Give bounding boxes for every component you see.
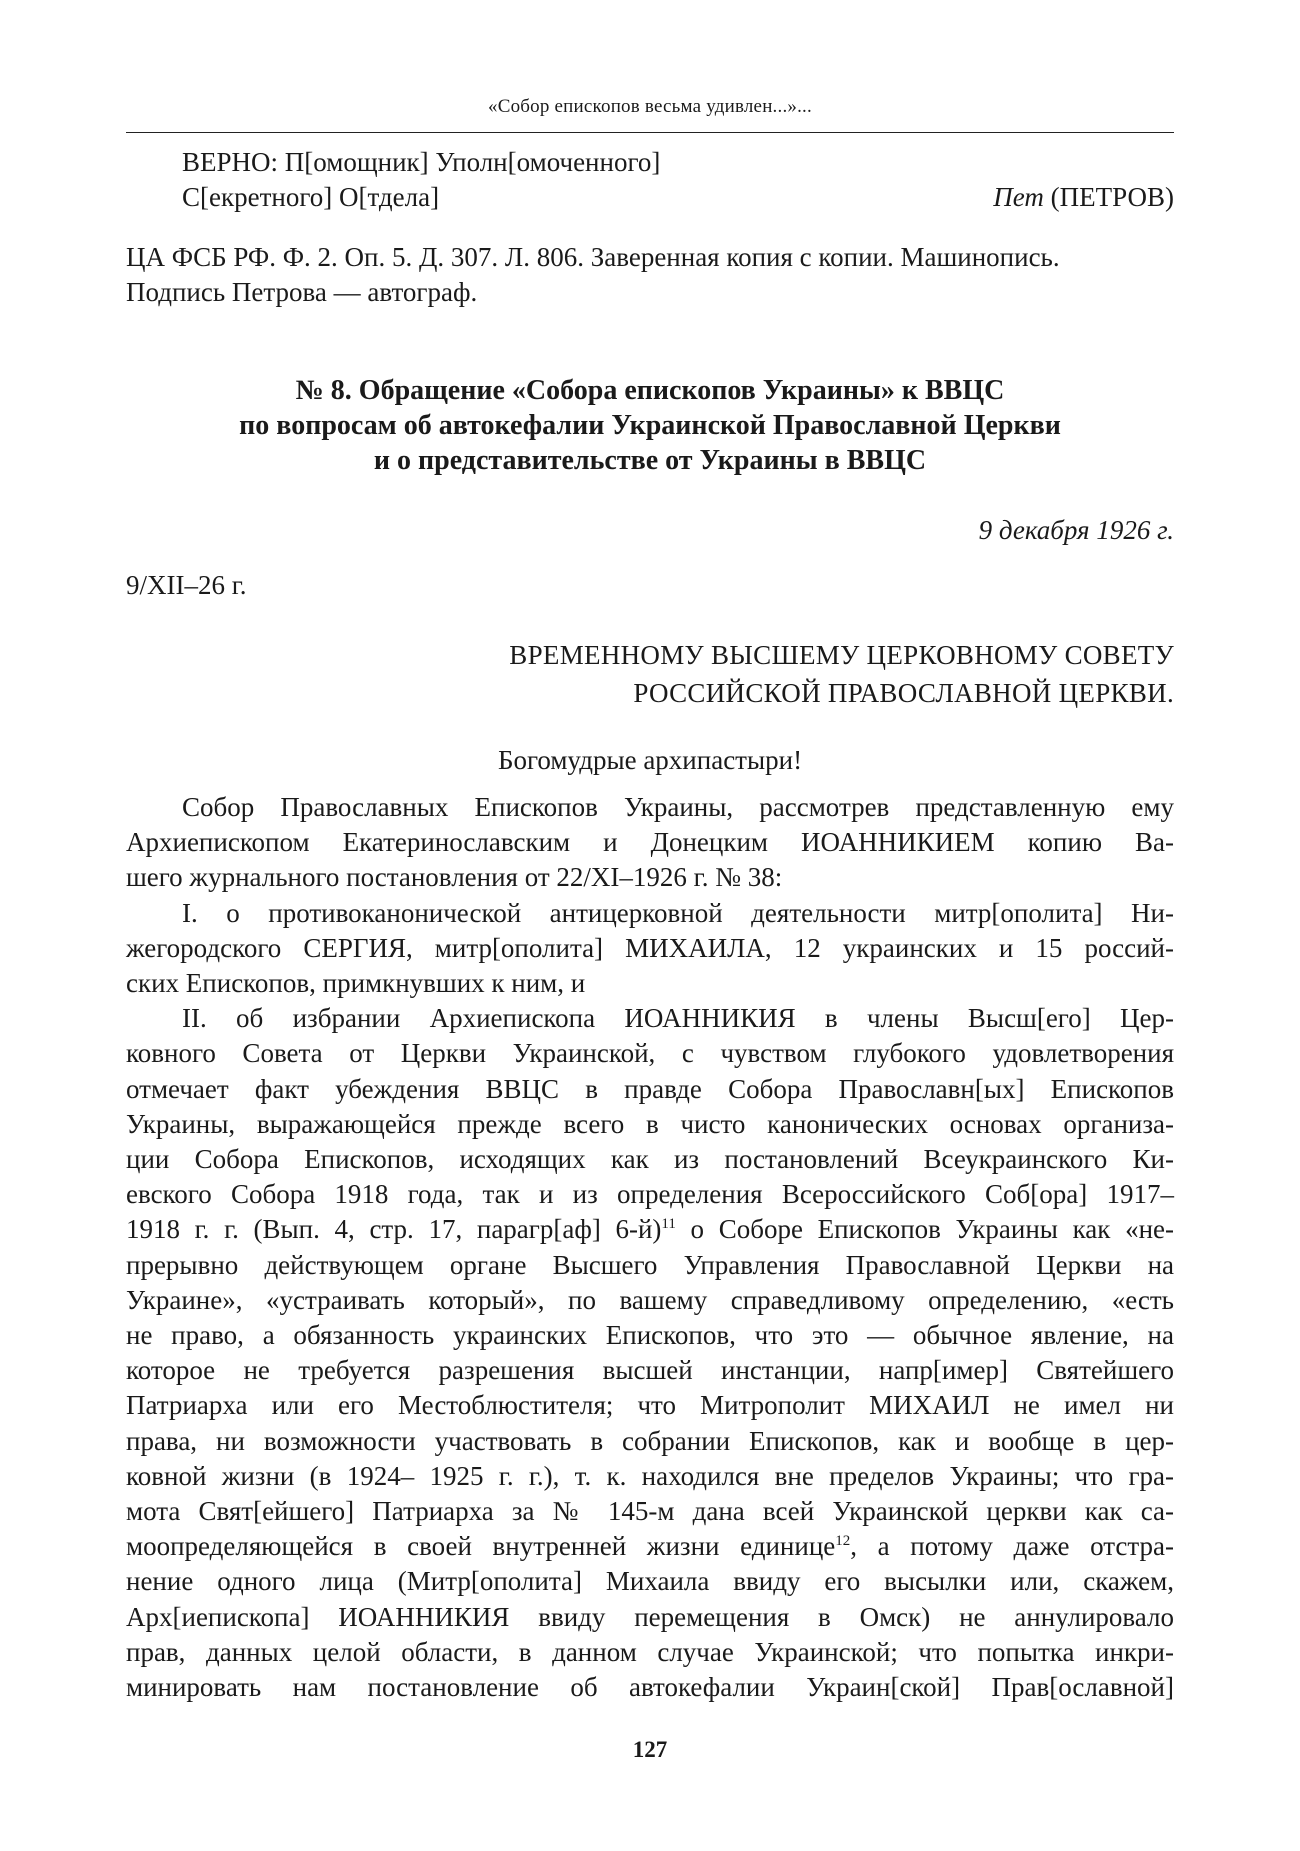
body-line: минировать нам постановление об автокефалии Украин[ской] Прав[ославной] — [126, 1672, 1174, 1703]
body-line-segment: моопределяющейся в своей внутренней жизни единице — [126, 1531, 836, 1562]
body-line: права, ни возможности участвовать в собрании Епископов, как и вообще в цер- — [126, 1425, 1174, 1456]
certification-line-1: ВЕРНО: П[омощник] Уполн[омоченного] — [182, 147, 661, 177]
body-line: ковной жизни (в 1924– 1925 г. г.), т. к. находился вне пределов Украины; что гра- — [126, 1460, 1174, 1491]
body-line: которое не требуется разрешения высшей инстанции, напр[имер] Святейшего — [126, 1355, 1174, 1386]
body-line: отмечает факт убеждения ВВЦС в правде Собора Православн[ых] Епископов — [126, 1073, 1174, 1104]
document-title — [126, 373, 1174, 478]
body-line: ских Епископов, примкнувших к ним, и — [126, 968, 586, 999]
reference-date: 9/XII–26 г. — [126, 570, 247, 600]
body-line: ции Собора Епископов, исходящих как из постановлений Всеукраинского Ки- — [126, 1144, 1174, 1175]
addressee-line-1: ВРЕМЕННОМУ ВЫСШЕМУ ЦЕРКОВНОМУ СОВЕТУ — [509, 640, 1174, 670]
header-rule — [126, 132, 1174, 133]
footnote-ref[interactable]: 12 — [835, 1533, 851, 1550]
addressee — [126, 636, 1174, 712]
signature — [993, 180, 1174, 215]
certification-line-2: С[екретного] О[тдела] — [182, 182, 440, 212]
archive-note-line-2: Подпись Петрова — автограф. — [126, 277, 478, 307]
document-title-line-3: и о представительстве от Украины в ВВЦС — [373, 445, 927, 476]
body-line-segment: о Соборе Епископов Украины как «не- — [675, 1214, 1174, 1245]
archive-note — [126, 240, 1174, 310]
body-line: шего журнального постановления от 22/XI–1926 г. № 38: — [126, 862, 783, 893]
body-line-segment: , а потому даже отстра- — [850, 1531, 1174, 1562]
body-line: не право, а обязанность украинских Епископов, что это — обычное явление, на — [126, 1320, 1174, 1351]
signature-name: (ПЕТРОВ) — [1043, 182, 1174, 212]
footnote-ref[interactable]: 11 — [661, 1216, 676, 1233]
main-body — [126, 790, 1174, 1705]
document-title-line-2: по вопросам об автокефалии Украинской Православной Церкви — [239, 410, 1061, 441]
body-line: мота Свят[ейшего] Патриарха за № 145-м дана всей Украинской церкви как са- — [126, 1496, 1174, 1527]
running-head: «Собор епископов весьма удивлен...»... — [488, 96, 812, 117]
body-line: II. об избрании Архиепископа ИОАННИКИЯ в члены Высш[его] Цер- — [182, 1003, 1174, 1034]
document-title-line-1: № 8. Обращение «Собора епископов Украины» к ВВЦС — [295, 375, 1005, 406]
salutation: Богомудрые архипастыри! — [497, 745, 803, 775]
signature-italic: Пет — [993, 182, 1044, 212]
document-date: 9 декабря 1926 г. — [978, 515, 1174, 545]
body-line-segment: 1918 г. г. (Вып. 4, стр. 17, парагр[аф] 6-й) — [126, 1214, 662, 1245]
body-line: прав, данных целой области, в данном случае Украинской; что попытка инкри- — [126, 1636, 1174, 1667]
body-line: Собор Православных Епископов Украины, рассмотрев представленную ему — [182, 792, 1174, 822]
body-line: нение одного лица (Митр[ополита] Михаила ввиду его высылки или, скажем, — [126, 1566, 1174, 1597]
addressee-line-2: РОССИЙСКОЙ ПРАВОСЛАВНОЙ ЦЕРКВИ. — [633, 678, 1174, 708]
body-line: евского Собора 1918 года, так и из определения Всероссийского Соб[ора] 1917– — [126, 1179, 1174, 1210]
certification-line-2-row — [126, 180, 1174, 215]
body-line: прерывно действующем органе Высшего Управления Православной Церкви на — [126, 1249, 1174, 1280]
body-line: Архиепископом Екатеринославским и Донецким ИОАННИКИЕМ копию Ва- — [126, 827, 1174, 858]
body-line: I. о противоканонической антицерковной деятельности митр[ополита] Ни- — [182, 897, 1174, 928]
body-line: Украине», «устраивать который», по вашему справедливому определению, «есть — [126, 1284, 1174, 1315]
certification-block — [126, 145, 1174, 215]
body-line: Арх[иепископа] ИОАННИКИЯ ввиду перемещения в Омск) не аннулировало — [126, 1601, 1174, 1632]
body-line-with-footnote-12 — [126, 1529, 1174, 1564]
body-line-with-footnote-11 — [126, 1212, 1174, 1247]
body-line: Патриарха или его Местоблюстителя; что Митрополит МИХАИЛ не имел ни — [126, 1390, 1174, 1421]
body-line: жегородского СЕРГИЯ, митр[ополита] МИХАИЛА, 12 украинских и 15 россий- — [126, 932, 1174, 963]
body-line: Украины, выражающейся прежде всего в чисто канонических основах организа- — [126, 1108, 1174, 1139]
page-number: 127 — [632, 1737, 668, 1762]
body-line: ковного Совета от Церкви Украинской, с чувством глубокого удовлетворения — [126, 1038, 1174, 1069]
archive-note-line-1: ЦА ФСБ РФ. Ф. 2. Оп. 5. Д. 307. Л. 806. Заверенная копия с копии. Машинопись. — [126, 242, 1060, 272]
